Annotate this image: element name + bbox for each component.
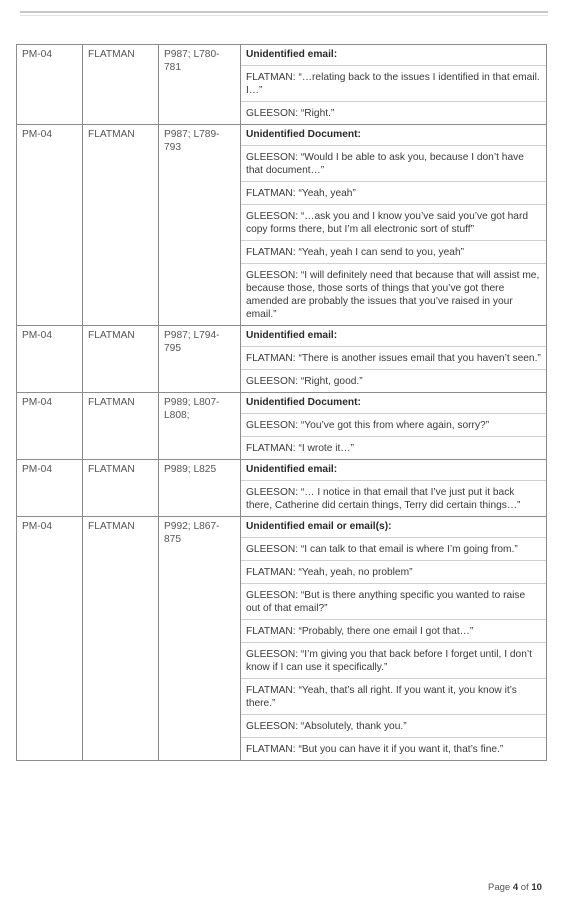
witness-cell: FLATMAN: [83, 460, 159, 517]
transcript-cell: [241, 393, 547, 460]
page-footer: [488, 882, 542, 893]
transcript-line: FLATMAN: “Yeah, that’s all right. If you want it, you know it’s there.”: [241, 678, 546, 710]
entry-heading: Unidentified email:: [246, 464, 338, 475]
witness-cell: FLATMAN: [83, 125, 159, 326]
doc-id-cell: PM-04: [17, 517, 83, 761]
transcript-cell: [241, 125, 547, 326]
transcript-line: FLATMAN: “But you can have it if you want it, that’s fine.”: [241, 737, 546, 756]
doc-id-cell: PM-04: [17, 393, 83, 460]
reference-cell: P987; L780-781: [159, 45, 241, 125]
entry-heading: Unidentified email:: [246, 330, 338, 341]
reference-cell: P989; L807-L808;: [159, 393, 241, 460]
table-row: [17, 125, 547, 326]
doc-id-cell: PM-04: [17, 125, 83, 326]
entry-heading: Unidentified Document:: [246, 397, 361, 408]
evidence-table-body: [17, 45, 547, 761]
reference-cell: P987; L789-793: [159, 125, 241, 326]
doc-id-cell: PM-04: [17, 460, 83, 517]
transcript-cell: [241, 45, 547, 125]
transcript-line: FLATMAN: “There is another issues email that you haven’t seen.”: [241, 346, 546, 365]
transcript-line: FLATMAN: “Yeah, yeah I can send to you, yeah”: [241, 240, 546, 259]
transcript-line: GLEESON: “Right.”: [241, 101, 546, 120]
page-of-label: of: [518, 882, 532, 893]
reference-cell: P992; L867-875: [159, 517, 241, 761]
transcript-line: GLEESON: “Absolutely, thank you.”: [241, 714, 546, 733]
table-row: [17, 460, 547, 517]
witness-cell: FLATMAN: [83, 517, 159, 761]
witness-cell: FLATMAN: [83, 393, 159, 460]
transcript-line: FLATMAN: “Yeah, yeah”: [241, 181, 546, 200]
table-row: [17, 517, 547, 761]
doc-id-cell: PM-04: [17, 326, 83, 393]
transcript-cell: [241, 326, 547, 393]
page-label: Page: [488, 882, 513, 893]
page-number: 4: [512, 882, 519, 893]
table-row: [17, 393, 547, 460]
table-row: [17, 45, 547, 125]
evidence-table: [16, 44, 547, 761]
transcript-line: FLATMAN: “I wrote it…”: [241, 436, 546, 455]
transcript-line: GLEESON: “I’m giving you that back before I forget until, I don’t know if I can use it specifically.”: [241, 642, 546, 674]
transcript-cell: [241, 517, 547, 761]
reference-cell: P987; L794-795: [159, 326, 241, 393]
entry-heading: Unidentified Document:: [246, 129, 361, 140]
table-row: [17, 326, 547, 393]
entry-heading: Unidentified email or email(s):: [246, 521, 392, 532]
header-rule-secondary: [20, 15, 548, 16]
transcript-line: GLEESON: “You’ve got this from where again, sorry?”: [241, 413, 546, 432]
transcript-line: GLEESON: “Would I be able to ask you, because I don’t have that document…”: [241, 145, 546, 177]
reference-cell: P989; L825: [159, 460, 241, 517]
transcript-line: FLATMAN: “Probably, there one email I got that…”: [241, 619, 546, 638]
witness-cell: FLATMAN: [83, 326, 159, 393]
transcript-line: GLEESON: “But is there anything specific you wanted to raise out of that email?”: [241, 583, 546, 615]
transcript-line: GLEESON: “Right, good.”: [241, 369, 546, 388]
transcript-line: GLEESON: “I will definitely need that because that will assist me, because those, those sorts of things that you’ve got there amended are probably the issues that you’ve raised in your email.”: [241, 263, 546, 321]
transcript-line: GLEESON: “… I notice in that email that I’ve just put it back there, Catherine did certain things, Terry did certain things…”: [241, 480, 546, 512]
header-rule: [20, 11, 548, 13]
page-total: 10: [531, 882, 542, 893]
transcript-line: FLATMAN: “Yeah, yeah, no problem”: [241, 560, 546, 579]
witness-cell: FLATMAN: [83, 45, 159, 125]
transcript-line: GLEESON: “…ask you and I know you’ve said you’ve got hard copy forms there, but I’m all electronic sort of stuff”: [241, 204, 546, 236]
entry-heading: Unidentified email:: [246, 49, 338, 60]
transcript-line: FLATMAN: “…relating back to the issues I identified in that email. I…”: [241, 65, 546, 97]
doc-id-cell: PM-04: [17, 45, 83, 125]
transcript-line: GLEESON: “I can talk to that email is where I’m going from.”: [241, 537, 546, 556]
transcript-cell: [241, 460, 547, 517]
